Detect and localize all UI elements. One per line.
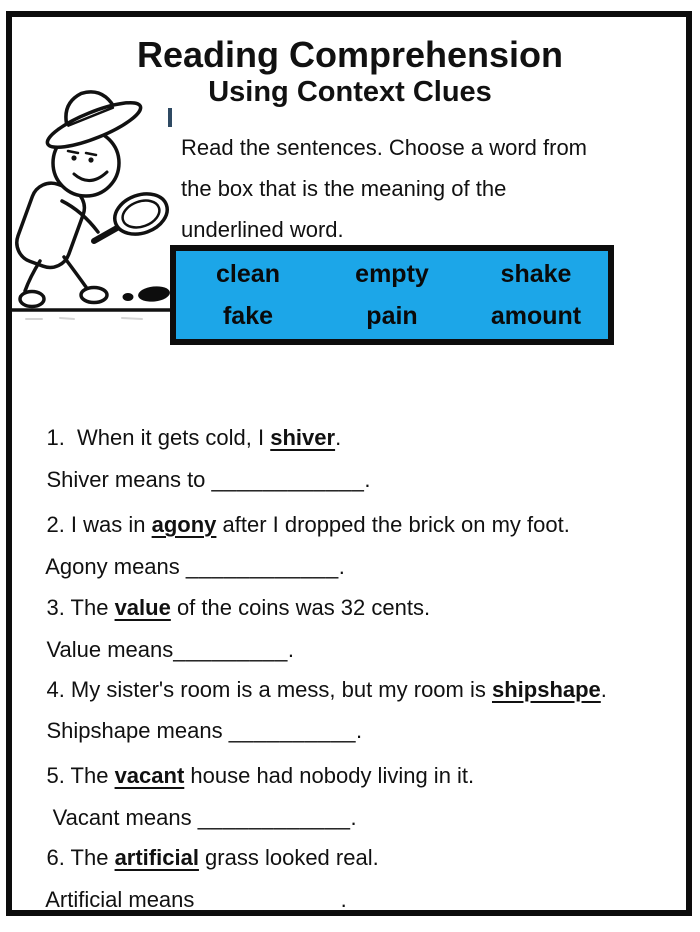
instructions <box>181 127 651 250</box>
sentence-text: My sister's room is a mess, but my room is <box>64 677 492 702</box>
question-number: 3. <box>46 595 65 620</box>
detective-magnifier-footprints-icon <box>6 85 176 330</box>
answer-blank[interactable]: ____________ <box>197 805 351 830</box>
answer-blank[interactable]: _________ <box>173 637 288 662</box>
keyword-underlined: agony <box>151 512 217 537</box>
meaning-text: Shiver means to <box>46 467 212 492</box>
keyword-underlined: shipshape <box>491 677 601 702</box>
question-number: 1. <box>46 425 65 450</box>
sentence-text: . <box>335 425 342 450</box>
answer-blank[interactable]: ____________ <box>185 554 339 579</box>
question-number: 5. <box>46 763 65 788</box>
sentence-text: The <box>64 845 115 870</box>
sentence-text: I was in <box>64 512 152 537</box>
word-bank-word: fake <box>222 301 274 330</box>
question-number: 6. <box>46 845 65 870</box>
question-number: 4. <box>46 677 65 702</box>
meaning-line <box>22 861 347 932</box>
meaning-text: . <box>364 467 371 492</box>
keyword-underlined: artificial <box>114 845 199 870</box>
word-bank-word: empty <box>355 259 429 288</box>
question-number: 2. <box>46 512 65 537</box>
word-bank-row <box>176 260 608 289</box>
sentence-text: The <box>64 595 115 620</box>
word-bank-word: pain <box>366 301 418 330</box>
meaning-text: Artificial means <box>45 887 201 912</box>
keyword-underlined: vacant <box>114 763 185 788</box>
sentence-text: . <box>600 677 607 702</box>
word-bank-word: amount <box>490 301 582 330</box>
sentence-text: grass looked real. <box>198 845 379 870</box>
meaning-text: . <box>338 554 345 579</box>
sentence-text: after I dropped the brick on my foot. <box>216 512 570 537</box>
keyword-underlined: shiver <box>270 425 336 450</box>
answer-blank[interactable]: __________ <box>228 718 357 743</box>
instruction-line: the box that is the meaning of the <box>181 176 507 201</box>
sentence-text: of the coins was 32 cents. <box>170 595 431 620</box>
instruction-line: underlined word. <box>181 217 344 242</box>
keyword-underlined: value <box>114 595 171 620</box>
page-subtitle: Using Context Clues <box>208 76 492 108</box>
answer-blank[interactable]: ____________ <box>211 467 365 492</box>
answer-blank[interactable]: ___________ <box>200 887 341 912</box>
word-bank-row <box>176 302 608 331</box>
meaning-text: Shipshape means <box>46 718 229 743</box>
meaning-text: . <box>340 887 347 912</box>
meaning-text: . <box>356 718 363 743</box>
meaning-text: Agony means <box>45 554 186 579</box>
meaning-text: Value means <box>46 637 174 662</box>
sentence-text: When it gets cold, I <box>64 425 271 450</box>
sentence-text: house had nobody living in it. <box>184 763 475 788</box>
instruction-line: Read the sentences. Choose a word from <box>181 135 588 160</box>
word-bank-word: clean <box>216 259 280 288</box>
meaning-text: . <box>287 637 294 662</box>
word-bank-box <box>170 245 614 345</box>
sentence-text: The <box>64 763 115 788</box>
word-bank-word: shake <box>500 259 572 288</box>
meaning-text: . <box>350 805 357 830</box>
meaning-text: Vacant means <box>46 805 198 830</box>
page-title: Reading Comprehension <box>136 34 564 75</box>
